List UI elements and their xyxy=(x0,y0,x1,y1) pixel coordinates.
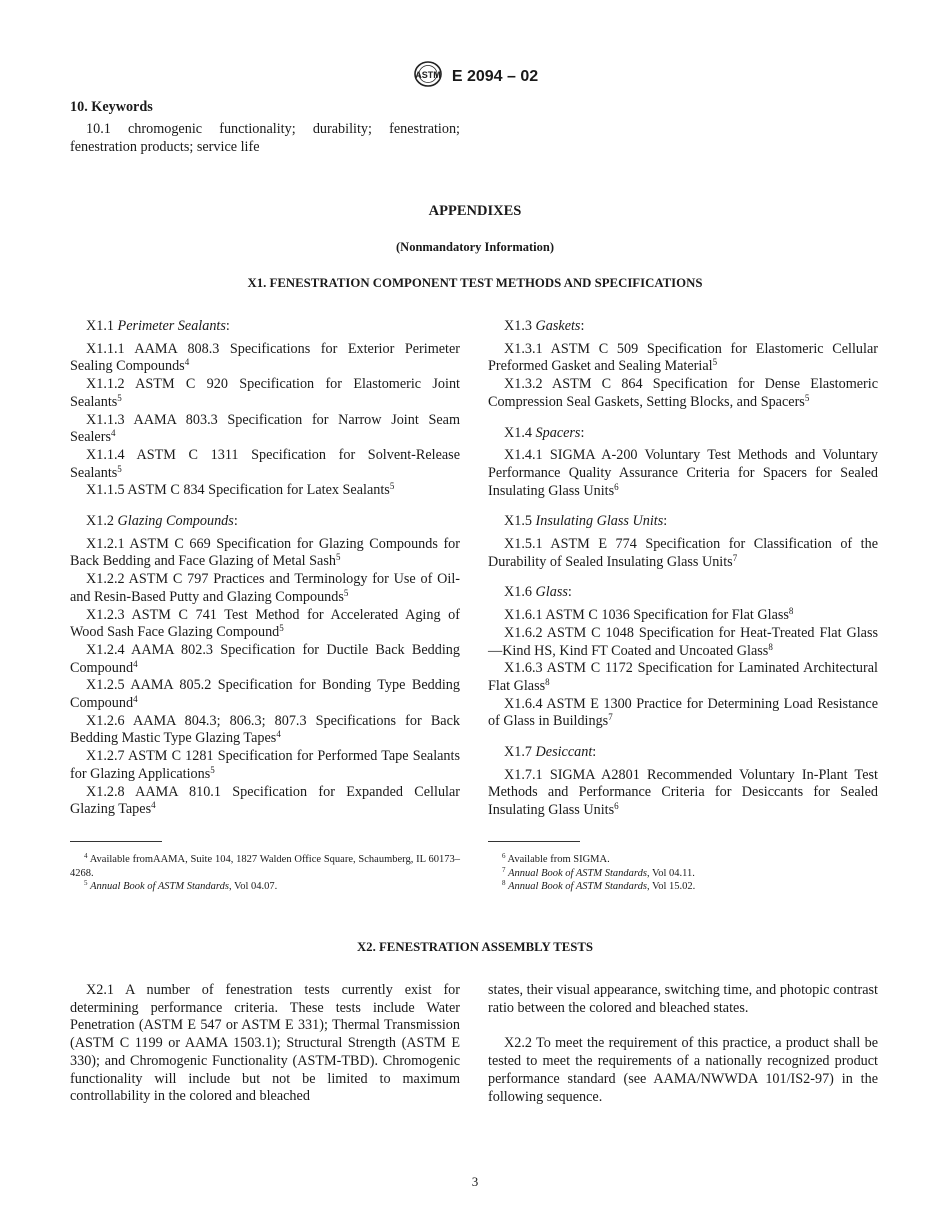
x2-left-column xyxy=(70,982,460,1106)
list-item: X1.2.7 ASTM C 1281 Specification for Performed Tape Sealants for Glazing Applications$^5$ xyxy=(70,748,460,782)
list-item: X1.6.1 ASTM C 1036 Specification for Flat Glass$^8$ xyxy=(504,606,794,624)
list-item: X1.2.1 ASTM C 669 Specification for Glazing Compounds for Back Bedding and Face Glazing of Metal Sash$^5$ xyxy=(70,535,460,570)
x1-left-column xyxy=(70,318,460,819)
footnotes-left xyxy=(70,853,460,894)
list-item: X1.1.4 ASTM C 1311 Specification for Solvent-Release Sealants$^5$ xyxy=(70,446,460,481)
footnote-4: $^4$ Available fromAAMA, Suite 104, 1827 Walden Office Square, Schaumberg, IL 60173–4268. xyxy=(70,852,460,879)
x2-title: X2. FENESTRATION ASSEMBLY TESTS xyxy=(356,940,594,954)
svg-text:ASTM: ASTM xyxy=(415,70,441,80)
nonmandatory-subtitle: (Nonmandatory Information) xyxy=(396,240,554,254)
footnote-7: $^7$ Annual Book of ASTM Standards, Vol 04.11. xyxy=(502,865,695,879)
list-item: X1.2.2 ASTM C 797 Practices and Terminology for Use of Oil- and Resin-Based Putty and Glazing Compounds$^5$ xyxy=(70,571,460,605)
list-item: X1.3.2 ASTM C 864 Specification for Dense Elastomeric Compression Seal Gaskets, Setting Blocks, and Spacers$^5$ xyxy=(488,376,878,410)
list-item: X1.1.1 AAMA 808.3 Specifications for Exterior Perimeter Sealing Compounds$^4$ xyxy=(70,340,460,375)
keywords-heading: 10. Keywords xyxy=(70,99,153,115)
section-heading: X1.4 Spacers: xyxy=(504,424,585,441)
x2-paragraph-1: X2.1 A number of fenestration tests currently exist for determining performance criteria. These tests include Water Penetration (ASTM E 547 or ASTM E 331); Thermal Transmission (ASTM C 1199 or AAMA 1503.1); Structural Strength (ASTM E 330); and Chromogenic Functionality (ASTM-TBD). Chromogenic functionality will include but not be limited to maximum controllability in the colored and bleached xyxy=(70,982,460,1105)
keywords-text: 10.1 chromogenic functionality; durability; fenestration; fenestration products; service life xyxy=(70,121,460,155)
list-item: X1.4.1 SIGMA A-200 Voluntary Test Methods and Voluntary Performance Quality Assurance Criteria for Spacers for Sealed Insulating Glass Units$^6$ xyxy=(488,447,878,499)
page-header xyxy=(0,60,950,93)
section-heading: X1.7 Desiccant: xyxy=(504,744,597,761)
appendixes-title: APPENDIXES xyxy=(428,203,522,219)
x2-paragraph-1-continued: states, their visual appearance, switching time, and photopic contrast ratio between the colored and bleached states. xyxy=(488,982,878,1016)
keywords-section xyxy=(70,121,460,156)
x1-title: X1. FENESTRATION COMPONENT TEST METHODS AND SPECIFICATIONS xyxy=(247,276,703,290)
footnote-8: $^8$ Annual Book of ASTM Standards, Vol 15.02. xyxy=(502,879,696,893)
standard-designation: E 2094 – 02 xyxy=(451,67,539,85)
list-item: X1.2.6 AAMA 804.3; 806.3; 807.3 Specifications for Back Bedding Mastic Type Glazing Tapes$^4$ xyxy=(70,712,460,747)
list-item: X1.1.2 ASTM C 920 Specification for Elastomeric Joint Sealants$^5$ xyxy=(70,376,460,410)
list-item: X1.5.1 ASTM E 774 Specification for Classification of the Durability of Sealed Insulating Glass Units$^7$ xyxy=(488,536,878,570)
footnote-rule xyxy=(70,841,162,842)
footnote-rule xyxy=(488,841,580,842)
list-item: X1.2.4 AAMA 802.3 Specification for Ductile Back Bedding Compound$^4$ xyxy=(70,641,460,676)
section-heading: X1.3 Gaskets: xyxy=(504,318,585,334)
list-item: X1.1.3 AAMA 803.3 Specification for Narrow Joint Seam Sealers$^4$ xyxy=(70,411,460,446)
list-item: X1.2.3 ASTM C 741 Test Method for Accelerated Aging of Wood Sash Face Glazing Compound$^5$ xyxy=(70,606,460,641)
list-item: X1.1.5 ASTM C 834 Specification for Latex Sealants$^5$ xyxy=(86,481,395,499)
section-heading: X1.6 Glass: xyxy=(504,584,572,601)
astm-logo-icon xyxy=(412,60,444,93)
footnote-6: $^6$ Available from SIGMA. xyxy=(502,852,610,865)
page-number: 3 xyxy=(471,1174,479,1189)
x1-right-column xyxy=(488,318,878,820)
list-item: X1.6.4 ASTM E 1300 Practice for Determining Load Resistance of Glass in Buildings$^7$ xyxy=(488,695,878,730)
list-item: X1.3.1 ASTM C 509 Specification for Elastomeric Cellular Preformed Gasket and Sealing Material$^5$ xyxy=(488,340,878,375)
list-item: X1.6.3 ASTM C 1172 Specification for Laminated Architectural Flat Glass$^8$ xyxy=(488,660,878,694)
list-item: X1.2.8 AAMA 810.1 Specification for Expanded Cellular Glazing Tapes$^4$ xyxy=(70,783,460,818)
list-item: X1.2.5 AAMA 805.2 Specification for Bonding Type Bedding Compound$^4$ xyxy=(70,677,460,712)
section-heading: X1.2 Glazing Compounds: xyxy=(86,513,238,530)
section-heading: X1.5 Insulating Glass Units: xyxy=(504,513,668,530)
footnote-5: $^5$ Annual Book of ASTM Standards, Vol 04.07. xyxy=(84,879,278,893)
x2-right-column xyxy=(488,982,878,1106)
list-item: X1.7.1 SIGMA A2801 Recommended Voluntary In-Plant Test Methods and Performance Criteria for Desiccants for Sealed Insulating Glass Units$^6$ xyxy=(488,766,878,819)
footnotes-right xyxy=(488,853,878,894)
list-item: X1.6.2 ASTM C 1048 Specification for Heat-Treated Flat Glass—Kind HS, Kind FT Coated and Uncoated Glass$^8$ xyxy=(488,624,878,659)
section-heading: X1.1 Perimeter Sealants: xyxy=(86,318,230,334)
x2-paragraph-2: X2.2 To meet the requirement of this practice, a product shall be tested to meet the requirements of a nationally recognized product performance standard (see AAMA/NWWDA 101/IS2-97) in the following sequence. xyxy=(488,1035,878,1105)
